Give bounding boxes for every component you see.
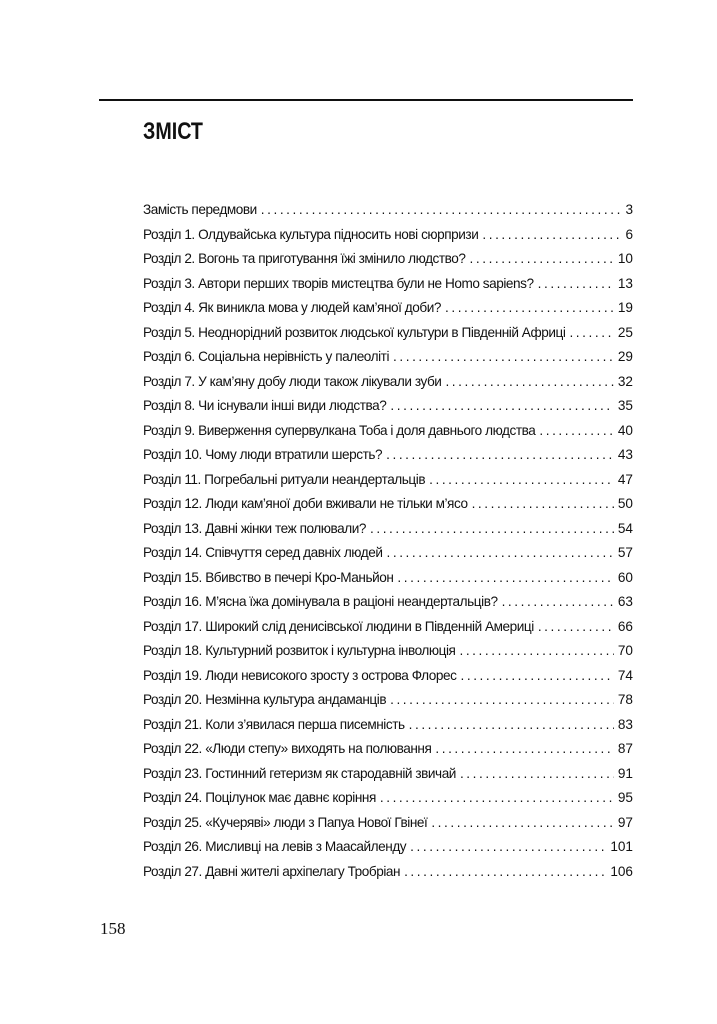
toc-entry-page: 83	[617, 716, 633, 732]
page-title: ЗМІСТ	[143, 118, 203, 145]
toc-entry-title: Розділ 20. Незмінна культура андаманців	[143, 692, 387, 707]
dot-leader	[435, 737, 614, 762]
dot-leader	[390, 688, 614, 713]
dot-leader	[459, 639, 613, 664]
toc-entry-title: Розділ 1. Олдувайська культура підносить нові сюрпризи	[143, 226, 479, 242]
toc-entry	[143, 713, 633, 738]
toc-entry-title: Розділ 17. Широкий слід денисівської людини в Південній Америці	[143, 618, 534, 634]
toc-entry-page: 91	[617, 765, 633, 781]
toc-entry-title: Розділ 6. Соціальна нерівність у палеоліті	[143, 349, 390, 364]
dot-leader	[390, 394, 613, 419]
toc-entry-title: Розділ 8. Чи існували інші види людства?	[143, 398, 387, 413]
toc-entry	[143, 321, 633, 346]
dot-leader	[482, 223, 621, 248]
toc-entry-title: Розділ 16. М’ясна їжа домінувала в раціоні неандертальців?	[143, 594, 498, 609]
toc-entry	[143, 345, 633, 370]
toc-entry	[143, 786, 633, 811]
toc-entry-title: Розділ 9. Виверження супервулкана Тоба і доля давнього людства	[143, 422, 536, 438]
toc-entry-title: Розділ 26. Мисливці на левів з Маасайленду	[143, 839, 407, 854]
toc-entry-page: 40	[617, 422, 633, 438]
toc-entry	[143, 762, 633, 787]
dot-leader	[387, 541, 614, 566]
toc-entry-page: 25	[617, 324, 633, 340]
toc-entry	[143, 590, 633, 615]
toc-entry-page: 78	[617, 692, 633, 707]
toc-entry-page: 43	[617, 447, 633, 462]
toc-entry-page: 3	[625, 202, 633, 217]
toc-entry	[143, 198, 633, 223]
toc-entry-title: Розділ 11. Погребальні ритуали неандертальців	[143, 471, 426, 487]
toc-entry	[143, 419, 633, 444]
toc-entry	[143, 370, 633, 395]
toc-entry-title: Розділ 7. У кам’яну добу люди також лікували зуби	[143, 373, 442, 389]
dot-leader	[460, 762, 614, 787]
dot-leader	[569, 321, 613, 346]
toc-entry-page: 10	[617, 251, 633, 266]
dot-leader	[460, 664, 613, 689]
toc-entry-title: Розділ 25. «Кучеряві» люди з Папуа Нової Гвінеї	[143, 814, 428, 830]
toc-entry	[143, 272, 633, 297]
toc-entry-title: Розділ 3. Автори перших творів мистецтва були не Homo sapiens?	[143, 275, 534, 291]
toc-entry-page: 106	[610, 863, 633, 879]
dot-leader	[445, 370, 613, 395]
toc-entry-title: Розділ 15. Вбивство в печері Кро-Маньйон	[143, 569, 394, 585]
dot-leader	[397, 566, 613, 591]
dot-leader	[386, 443, 614, 468]
toc-entry	[143, 835, 633, 860]
toc-entry	[143, 223, 633, 248]
page-number: 158	[100, 919, 126, 938]
toc-entry-title: Розділ 2. Вогонь та приготування їжі змінило людство?	[143, 251, 466, 266]
dot-leader	[538, 272, 614, 297]
toc-entry	[143, 517, 633, 542]
dot-leader	[404, 860, 606, 885]
toc-entry	[143, 615, 633, 640]
dot-leader	[470, 247, 614, 272]
dot-leader	[429, 468, 614, 493]
top-rule	[99, 99, 633, 101]
toc-entry	[143, 247, 633, 272]
dot-leader	[261, 198, 622, 223]
toc-entry-page: 19	[617, 300, 633, 315]
toc-entry	[143, 860, 633, 885]
toc-entry	[143, 566, 633, 591]
dot-leader	[472, 492, 614, 517]
toc-entry-page: 101	[610, 839, 633, 854]
toc-entry	[143, 541, 633, 566]
toc-entry	[143, 492, 633, 517]
dot-leader	[431, 811, 614, 836]
toc-entry	[143, 296, 633, 321]
toc-entry	[143, 639, 633, 664]
dot-leader	[409, 713, 614, 738]
toc-entry-page: 47	[617, 471, 633, 487]
toc-entry-page: 87	[617, 741, 633, 756]
toc-entry-page: 50	[617, 496, 633, 511]
toc-entry-title: Розділ 14. Співчуття серед давніх людей	[143, 545, 383, 560]
dot-leader	[502, 590, 614, 615]
toc-entry-page: 74	[617, 667, 633, 683]
toc-entry-page: 60	[617, 569, 633, 585]
dot-leader	[538, 615, 614, 640]
toc-entry-title: Розділ 24. Поцілунок має давнє коріння	[143, 790, 376, 805]
toc-entry-title: Розділ 13. Давні жінки теж полювали?	[143, 520, 366, 536]
toc-entry-title: Замість передмови	[143, 202, 257, 217]
toc-entry-page: 97	[617, 814, 633, 830]
toc-entry-page: 63	[617, 594, 633, 609]
dot-leader	[410, 835, 606, 860]
dot-leader	[393, 345, 614, 370]
toc-entry-title: Розділ 5. Неоднорідний розвиток людської культури в Південній Африці	[143, 324, 566, 340]
table-of-contents	[143, 198, 633, 884]
toc-entry	[143, 737, 633, 762]
toc-entry	[143, 664, 633, 689]
toc-entry-title: Розділ 4. Як виникла мова у людей кам’яної доби?	[143, 300, 441, 315]
toc-entry-title: Розділ 12. Люди кам’яної доби вживали не тільки м’ясо	[143, 496, 468, 511]
toc-entry-title: Розділ 18. Культурний розвиток і культурна інволюція	[143, 643, 456, 658]
dot-leader	[380, 786, 614, 811]
toc-entry-page: 66	[617, 618, 633, 634]
toc-entry	[143, 688, 633, 713]
dot-leader	[445, 296, 614, 321]
toc-entry-page: 57	[617, 545, 633, 560]
toc-entry-page: 70	[617, 643, 633, 658]
toc-entry-page: 32	[617, 373, 633, 389]
toc-entry-page: 95	[617, 790, 633, 805]
toc-entry-page: 13	[617, 275, 633, 291]
toc-entry-page: 54	[617, 520, 633, 536]
toc-entry	[143, 394, 633, 419]
toc-entry-page: 6	[625, 226, 633, 242]
toc-entry-title: Розділ 10. Чому люди втратили шерсть?	[143, 447, 383, 462]
toc-entry-title: Розділ 27. Давні жителі архіпелагу Тробріан	[143, 863, 401, 879]
toc-entry	[143, 468, 633, 493]
dot-leader	[370, 517, 614, 542]
toc-entry-title: Розділ 19. Люди невисокого зросту з острова Флорес	[143, 667, 457, 683]
toc-entry-title: Розділ 23. Гостинний гетеризм як стародавній звичай	[143, 765, 456, 781]
toc-entry-page: 29	[617, 349, 633, 364]
dot-leader	[539, 419, 614, 444]
toc-entry	[143, 443, 633, 468]
toc-entry-page: 35	[617, 398, 633, 413]
toc-entry-title: Розділ 22. «Люди степу» виходять на полювання	[143, 741, 432, 756]
toc-entry	[143, 811, 633, 836]
toc-entry-title: Розділ 21. Коли з’явилася перша писемність	[143, 716, 405, 732]
